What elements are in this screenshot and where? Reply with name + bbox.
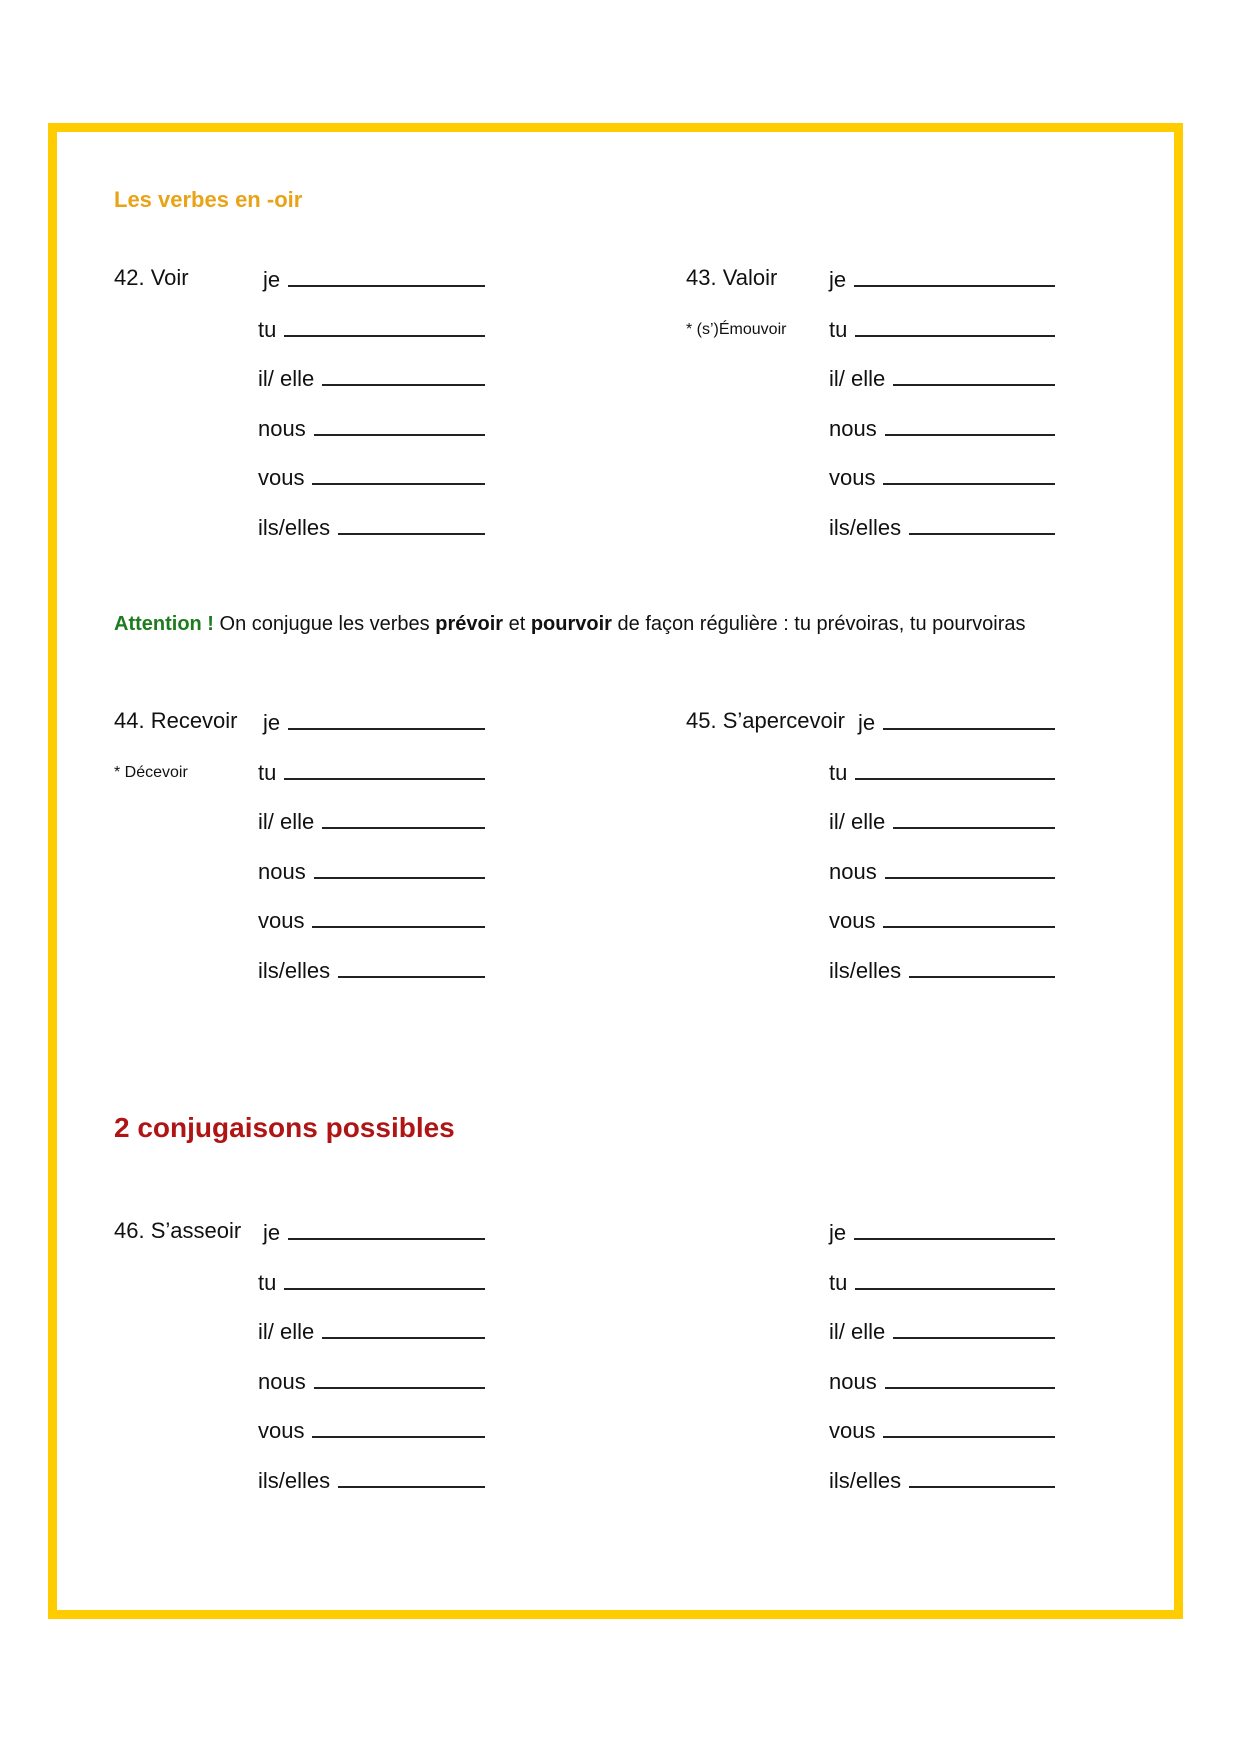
conjugation-row xyxy=(829,807,1055,835)
conjugation-row xyxy=(258,315,485,343)
answer-blank[interactable] xyxy=(338,1466,485,1488)
pronoun-label: nous xyxy=(829,859,877,884)
verb-label-46: 46. S’asseoir xyxy=(114,1218,242,1243)
answer-blank[interactable] xyxy=(312,906,485,928)
section2-title: 2 conjugaisons possibles xyxy=(114,1112,455,1143)
answer-blank[interactable] xyxy=(855,758,1055,780)
conjugation-row xyxy=(258,1416,485,1444)
conjugation-row xyxy=(829,758,1055,786)
conjugation-row xyxy=(829,1416,1055,1444)
answer-blank[interactable] xyxy=(909,513,1055,535)
answer-blank[interactable] xyxy=(883,708,1055,730)
pronoun-label: ils/elles xyxy=(258,515,331,540)
conjugation-row xyxy=(258,1367,485,1395)
answer-blank[interactable] xyxy=(883,1416,1055,1438)
answer-blank[interactable] xyxy=(909,1466,1055,1488)
attention-text-1: On conjugue les verbes xyxy=(213,613,436,635)
answer-blank[interactable] xyxy=(854,265,1055,287)
pronoun-label: je xyxy=(829,1220,847,1245)
answer-blank[interactable] xyxy=(893,364,1055,386)
conjugation-row xyxy=(829,1317,1055,1345)
pronoun-label: tu xyxy=(829,1270,848,1295)
conjugation-row xyxy=(829,513,1055,541)
conjugation-row xyxy=(258,1317,485,1345)
answer-blank[interactable] xyxy=(885,414,1055,436)
verb-label-44: 44. Recevoir xyxy=(114,708,238,733)
pronoun-label: il/ elle xyxy=(258,809,315,834)
conjugation-row xyxy=(258,956,485,984)
conjugation-row xyxy=(258,807,485,835)
conjugation-row xyxy=(829,414,1055,442)
attention-text-3: de façon régulière : tu prévoiras, tu pourvoiras xyxy=(611,613,1026,635)
pronoun-label: nous xyxy=(258,1369,306,1394)
pronoun-label: tu xyxy=(258,760,277,785)
answer-blank[interactable] xyxy=(314,1367,485,1389)
pronoun-label: je xyxy=(263,1220,281,1245)
conjugation-row xyxy=(258,906,485,934)
pronoun-label: ils/elles xyxy=(829,958,902,983)
conjugation-row xyxy=(258,758,485,786)
pronoun-label: vous xyxy=(829,1418,876,1443)
conjugation-row xyxy=(258,1268,485,1296)
conjugation-row xyxy=(858,708,1055,736)
pronoun-label: vous xyxy=(829,465,876,490)
answer-blank[interactable] xyxy=(885,857,1055,879)
pronoun-label: nous xyxy=(829,416,877,441)
conjugation-row xyxy=(829,265,1055,293)
pronoun-label: je xyxy=(263,267,281,292)
pronoun-label: je xyxy=(263,710,281,735)
pronoun-label: tu xyxy=(829,317,848,342)
answer-blank[interactable] xyxy=(885,1367,1055,1389)
pronoun-label: ils/elles xyxy=(829,1468,902,1493)
pronoun-label: il/ elle xyxy=(829,1319,886,1344)
pronoun-label: vous xyxy=(258,465,305,490)
attention-verb-prevoir: prévoir xyxy=(435,613,504,635)
conjugation-row xyxy=(258,1466,485,1494)
pronoun-label: ils/elles xyxy=(258,958,331,983)
verb-label-45: 45. S’apercevoir xyxy=(686,708,845,733)
conjugation-row xyxy=(829,463,1055,491)
answer-blank[interactable] xyxy=(883,463,1055,485)
attention-verb-pourvoir: pourvoir xyxy=(530,613,612,635)
answer-blank[interactable] xyxy=(314,414,485,436)
conjugation-row xyxy=(263,708,485,736)
verb-label-42: 42. Voir xyxy=(114,265,189,290)
pronoun-label: nous xyxy=(258,416,306,441)
answer-blank[interactable] xyxy=(312,1416,485,1438)
attention-label: Attention ! xyxy=(114,613,214,635)
conjugation-row xyxy=(829,906,1055,934)
answer-blank[interactable] xyxy=(284,1268,485,1290)
conjugation-row xyxy=(258,463,485,491)
answer-blank[interactable] xyxy=(288,1218,485,1240)
verb-label-43: 43. Valoir xyxy=(686,265,778,290)
conjugation-row xyxy=(829,1466,1055,1494)
conjugation-row xyxy=(829,364,1055,392)
answer-blank[interactable] xyxy=(314,857,485,879)
pronoun-label: nous xyxy=(829,1369,877,1394)
answer-blank[interactable] xyxy=(288,708,485,730)
verb-note-44: * Décevoir xyxy=(114,764,188,781)
pronoun-label: tu xyxy=(829,760,848,785)
answer-blank[interactable] xyxy=(883,906,1055,928)
answer-blank[interactable] xyxy=(855,315,1055,337)
answer-blank[interactable] xyxy=(854,1218,1055,1240)
pronoun-label: tu xyxy=(258,317,277,342)
attention-text-2: et xyxy=(503,613,531,635)
answer-blank[interactable] xyxy=(322,364,485,386)
answer-blank[interactable] xyxy=(893,807,1055,829)
conjugation-row xyxy=(263,1218,485,1246)
conjugation-row xyxy=(258,857,485,885)
pronoun-label: vous xyxy=(258,1418,305,1443)
answer-blank[interactable] xyxy=(322,807,485,829)
answer-blank[interactable] xyxy=(338,513,485,535)
section-title: Les verbes en -oir xyxy=(114,187,303,212)
conjugation-row xyxy=(263,265,485,293)
answer-blank[interactable] xyxy=(284,315,485,337)
answer-blank[interactable] xyxy=(312,463,485,485)
answer-blank[interactable] xyxy=(909,956,1055,978)
conjugation-row xyxy=(829,956,1055,984)
answer-blank[interactable] xyxy=(284,758,485,780)
pronoun-label: ils/elles xyxy=(829,515,902,540)
answer-blank[interactable] xyxy=(855,1268,1055,1290)
conjugation-row xyxy=(829,1367,1055,1395)
conjugation-row xyxy=(258,364,485,392)
pronoun-label: il/ elle xyxy=(829,366,886,391)
pronoun-label: il/ elle xyxy=(258,366,315,391)
pronoun-label: il/ elle xyxy=(258,1319,315,1344)
conjugation-row xyxy=(829,1268,1055,1296)
pronoun-label: je xyxy=(858,710,876,735)
conjugation-row xyxy=(829,1218,1055,1246)
verb-note-43: * (s’)Émouvoir xyxy=(686,321,787,338)
conjugation-row xyxy=(829,857,1055,885)
answer-blank[interactable] xyxy=(288,265,485,287)
answer-blank[interactable] xyxy=(338,956,485,978)
pronoun-label: vous xyxy=(829,908,876,933)
conjugation-row xyxy=(258,513,485,541)
answer-blank[interactable] xyxy=(893,1317,1055,1339)
answer-blank[interactable] xyxy=(322,1317,485,1339)
pronoun-label: tu xyxy=(258,1270,277,1295)
pronoun-label: ils/elles xyxy=(258,1468,331,1493)
pronoun-label: je xyxy=(829,267,847,292)
conjugation-row xyxy=(829,315,1055,343)
pronoun-label: nous xyxy=(258,859,306,884)
attention-note xyxy=(114,612,1026,636)
pronoun-label: il/ elle xyxy=(829,809,886,834)
pronoun-label: vous xyxy=(258,908,305,933)
conjugation-row xyxy=(258,414,485,442)
